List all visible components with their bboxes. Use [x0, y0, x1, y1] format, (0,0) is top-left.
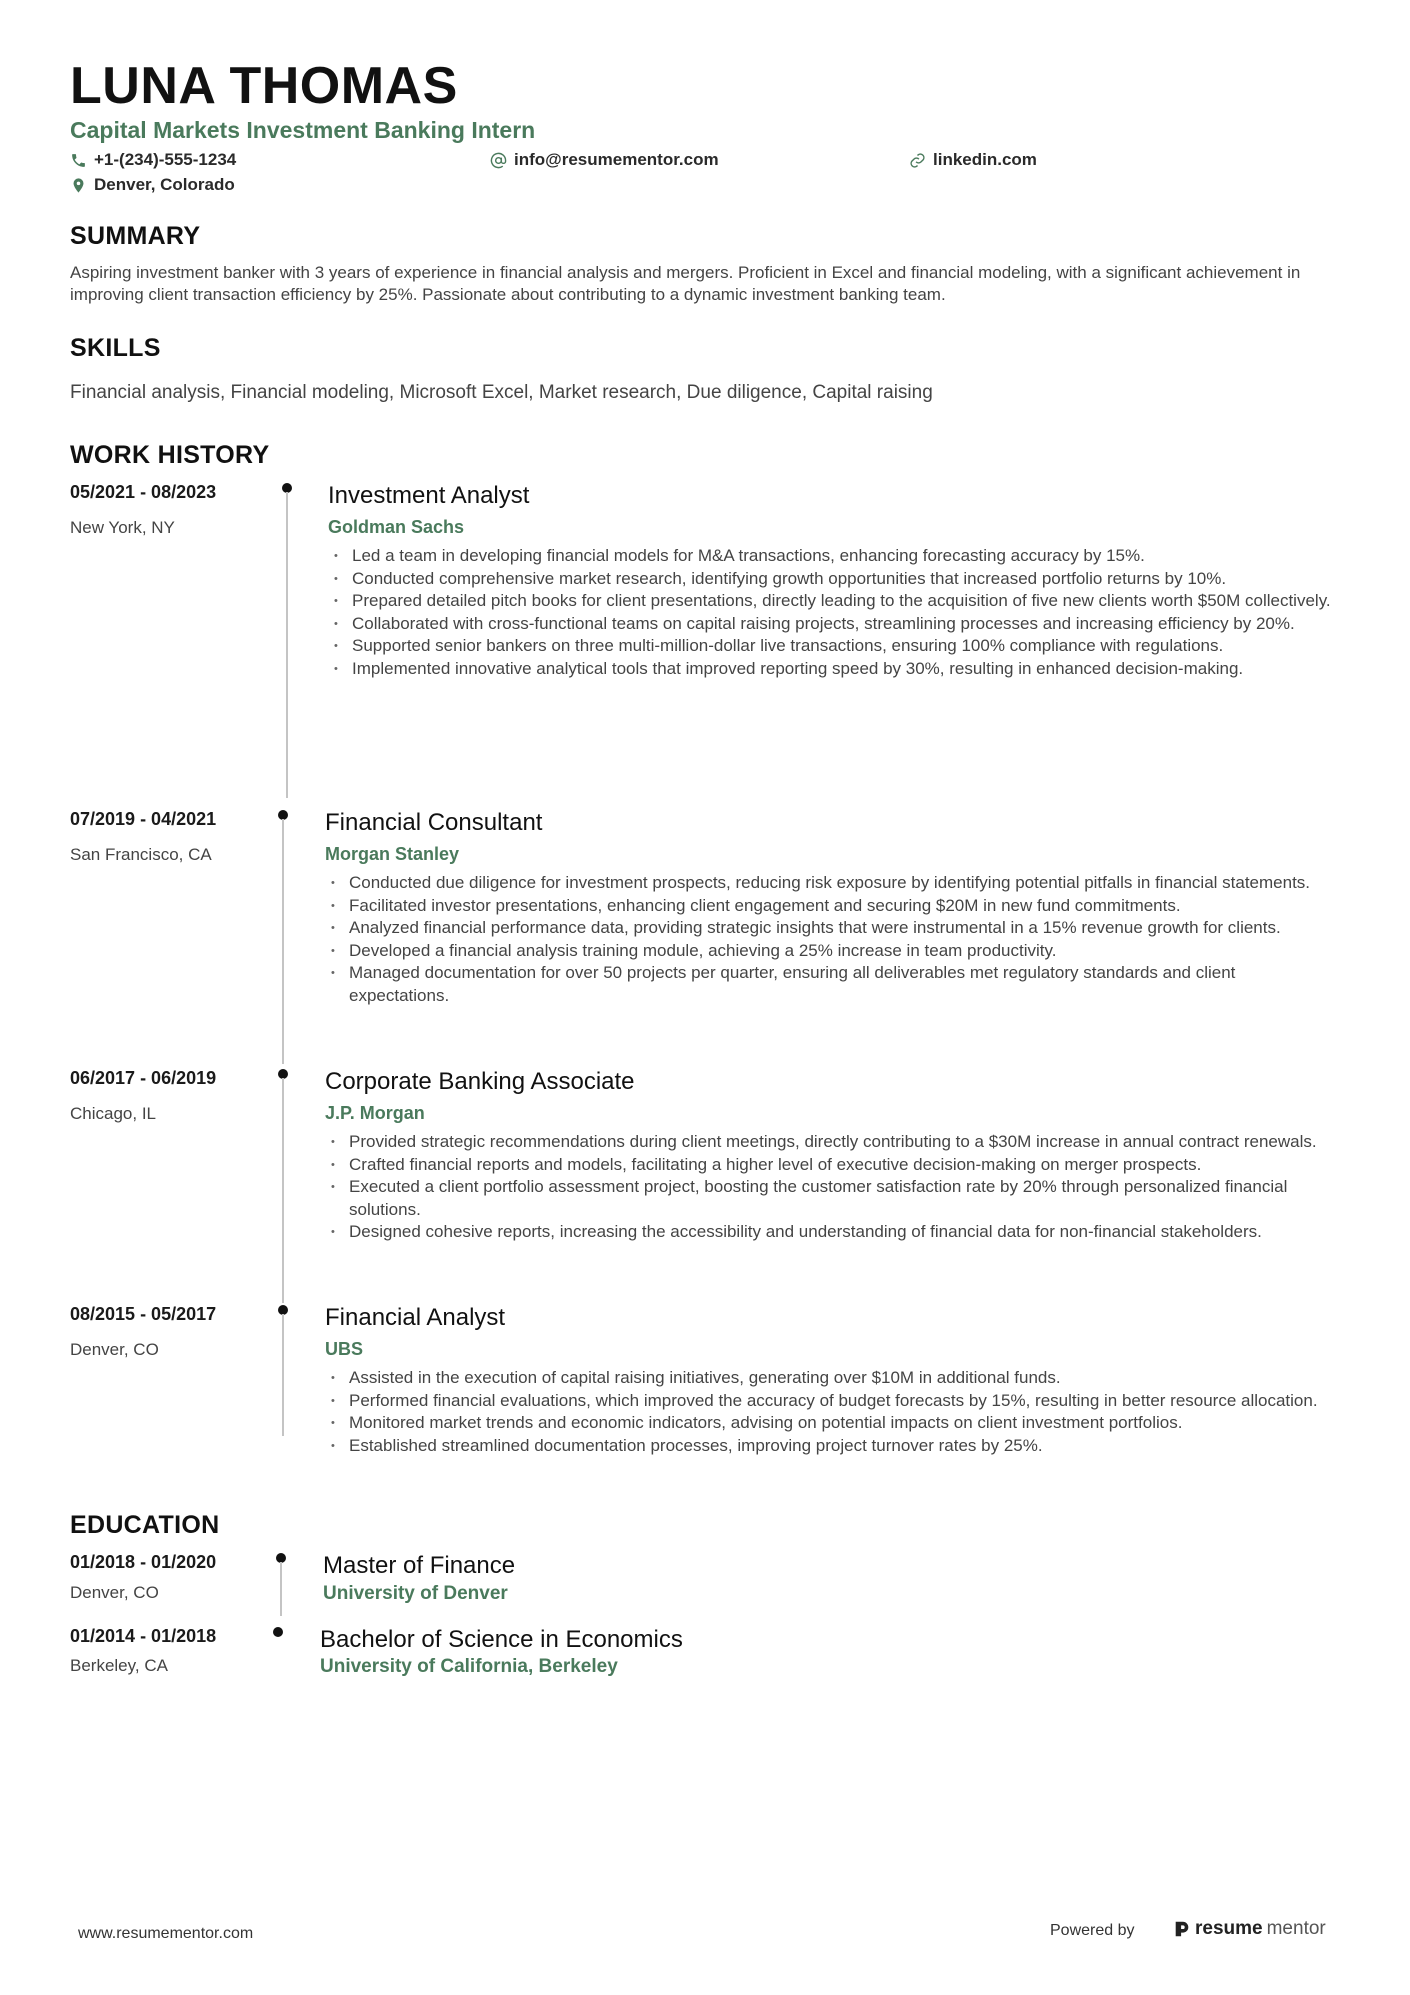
education-dates: 01/2018 - 01/2020 — [70, 1552, 217, 1572]
email-text: info@resumementor.com — [514, 150, 719, 169]
brand-light: mentor — [1266, 1918, 1326, 1939]
job-location: Denver, CO — [70, 1340, 159, 1359]
job-location: New York, NY — [70, 518, 175, 537]
job-role: Financial Consultant — [325, 809, 543, 836]
job-role: Financial Analyst — [325, 1304, 506, 1331]
job-company: Goldman Sachs — [328, 517, 465, 537]
job-bullets — [325, 1131, 1335, 1244]
list-item: • Analyzed financial performance data, providing strategic insights that were instrumental in a 15% revenue growth for clients. — [325, 917, 1335, 940]
list-item: • Monitored market trends and economic indicators, advising on potential impacts on client investment portfolios. — [325, 1412, 1335, 1435]
job-bullets — [325, 872, 1335, 1007]
job-role: Investment Analyst — [328, 482, 530, 509]
list-item: • Established streamlined documentation processes, improving project turnover rates by 25%. — [325, 1435, 1335, 1458]
phone-icon — [70, 152, 87, 169]
map-pin-icon — [70, 177, 87, 194]
list-item: • Collaborated with cross-functional teams on capital raising projects, streamlining processes and increasing efficiency by 20%. — [328, 613, 1338, 636]
candidate-title: Capital Markets Investment Banking Intern — [70, 117, 536, 143]
timeline-line — [286, 492, 288, 798]
link-icon — [909, 152, 926, 169]
brand-bold: resume — [1195, 1918, 1263, 1939]
list-item: • Conducted due diligence for investment prospects, reducing risk exposure by identifying potential pitfalls in financial statements. — [325, 872, 1335, 895]
brand-logo[interactable] — [1173, 1918, 1326, 1940]
list-item: • Conducted comprehensive market research, identifying growth opportunities that increased portfolio returns by 10%. — [328, 568, 1338, 591]
list-item: • Implemented innovative analytical tools that improved reporting speed by 30%, resulting in enhanced decision-making. — [328, 658, 1338, 681]
education-dates: 01/2014 - 01/2018 — [70, 1626, 217, 1646]
education-degree: Master of Finance — [323, 1552, 516, 1579]
timeline-line — [280, 1562, 282, 1616]
education-degree: Bachelor of Science in Economics — [320, 1626, 683, 1653]
job-company: UBS — [325, 1339, 364, 1359]
list-item: • Assisted in the execution of capital raising initiatives, generating over $10M in additional funds. — [325, 1367, 1335, 1390]
job-dates: 08/2015 - 05/2017 — [70, 1304, 217, 1324]
job-dates: 05/2021 - 08/2023 — [70, 482, 217, 502]
list-item: • Developed a financial analysis training module, achieving a 25% increase in team productivity. — [325, 940, 1335, 963]
footer-website[interactable]: www.resumementor.com — [78, 1925, 254, 1942]
job-company: J.P. Morgan — [325, 1103, 425, 1123]
job-company: Morgan Stanley — [325, 844, 460, 864]
phone-text: +1-(234)-555-1234 — [94, 150, 237, 169]
timeline-line — [282, 1314, 284, 1436]
list-item: • Managed documentation for over 50 projects per quarter, ensuring all deliverables met regulatory standards and client expectations. — [325, 962, 1335, 1007]
list-item: • Designed cohesive reports, increasing the accessibility and understanding of financial data for non-financial stakeholders. — [325, 1221, 1335, 1244]
list-item: • Crafted financial reports and models, facilitating a higher level of executive decision-making on merger prospects. — [325, 1154, 1335, 1177]
timeline-line — [282, 819, 284, 1064]
list-item: • Prepared detailed pitch books for client presentations, directly leading to the acquisition of five new clients worth $50M collectively. — [328, 590, 1338, 613]
list-item: • Provided strategic recommendations during client meetings, directly contributing to a $30M increase in annual contract renewals. — [325, 1131, 1335, 1154]
list-item: • Executed a client portfolio assessment project, boosting the customer satisfaction rate by 20% through personalized financial solutions. — [325, 1176, 1335, 1221]
linkedin-text: linkedin.com — [933, 150, 1037, 169]
at-icon — [490, 152, 507, 169]
list-item: • Facilitated investor presentations, enhancing client engagement and securing $20M in new fund commitments. — [325, 895, 1335, 918]
job-location: San Francisco, CA — [70, 845, 212, 864]
summary-heading: SUMMARY — [70, 222, 201, 250]
education-location: Berkeley, CA — [70, 1656, 168, 1675]
location-text: Denver, Colorado — [94, 175, 235, 194]
education-school: University of California, Berkeley — [320, 1656, 618, 1677]
contact-email — [490, 150, 719, 170]
list-item: • Led a team in developing financial models for M&A transactions, enhancing forecasting accuracy by 15%. — [328, 545, 1338, 568]
job-bullets — [325, 1367, 1335, 1457]
work-history-heading: WORK HISTORY — [70, 441, 270, 469]
timeline-line — [282, 1078, 284, 1303]
candidate-name: LUNA THOMAS — [70, 57, 458, 115]
list-item: • Supported senior bankers on three multi-million-dollar live transactions, ensuring 100% compliance with regulations. — [328, 635, 1338, 658]
job-role: Corporate Banking Associate — [325, 1068, 635, 1095]
contact-phone — [70, 150, 236, 170]
skills-heading: SKILLS — [70, 334, 161, 362]
job-dates: 07/2019 - 04/2021 — [70, 809, 217, 829]
job-dates: 06/2017 - 06/2019 — [70, 1068, 217, 1088]
education-heading: EDUCATION — [70, 1511, 220, 1539]
job-bullets — [328, 545, 1338, 680]
list-item: • Performed financial evaluations, which improved the accuracy of budget forecasts by 15%, resulting in better resource allocation. — [325, 1390, 1335, 1413]
contact-linkedin — [909, 150, 1037, 170]
powered-by-label: Powered by — [1050, 1922, 1135, 1939]
job-location: Chicago, IL — [70, 1104, 156, 1123]
summary-text: Aspiring investment banker with 3 years of experience in financial analysis and mergers. Proficient in Excel and financial modeling, with a significant achievement in improving client transaction efficiency by 25%. Passionate about contributing to a dynamic investment banking team. — [70, 263, 1301, 304]
resumementor-logo-icon — [1173, 1920, 1191, 1938]
timeline-dot — [273, 1627, 283, 1637]
education-location: Denver, CO — [70, 1583, 159, 1602]
contact-location — [70, 175, 235, 195]
skills-text: Financial analysis, Financial modeling, Microsoft Excel, Market research, Due diligence, Capital raising — [70, 382, 933, 403]
education-school: University of Denver — [323, 1583, 508, 1604]
